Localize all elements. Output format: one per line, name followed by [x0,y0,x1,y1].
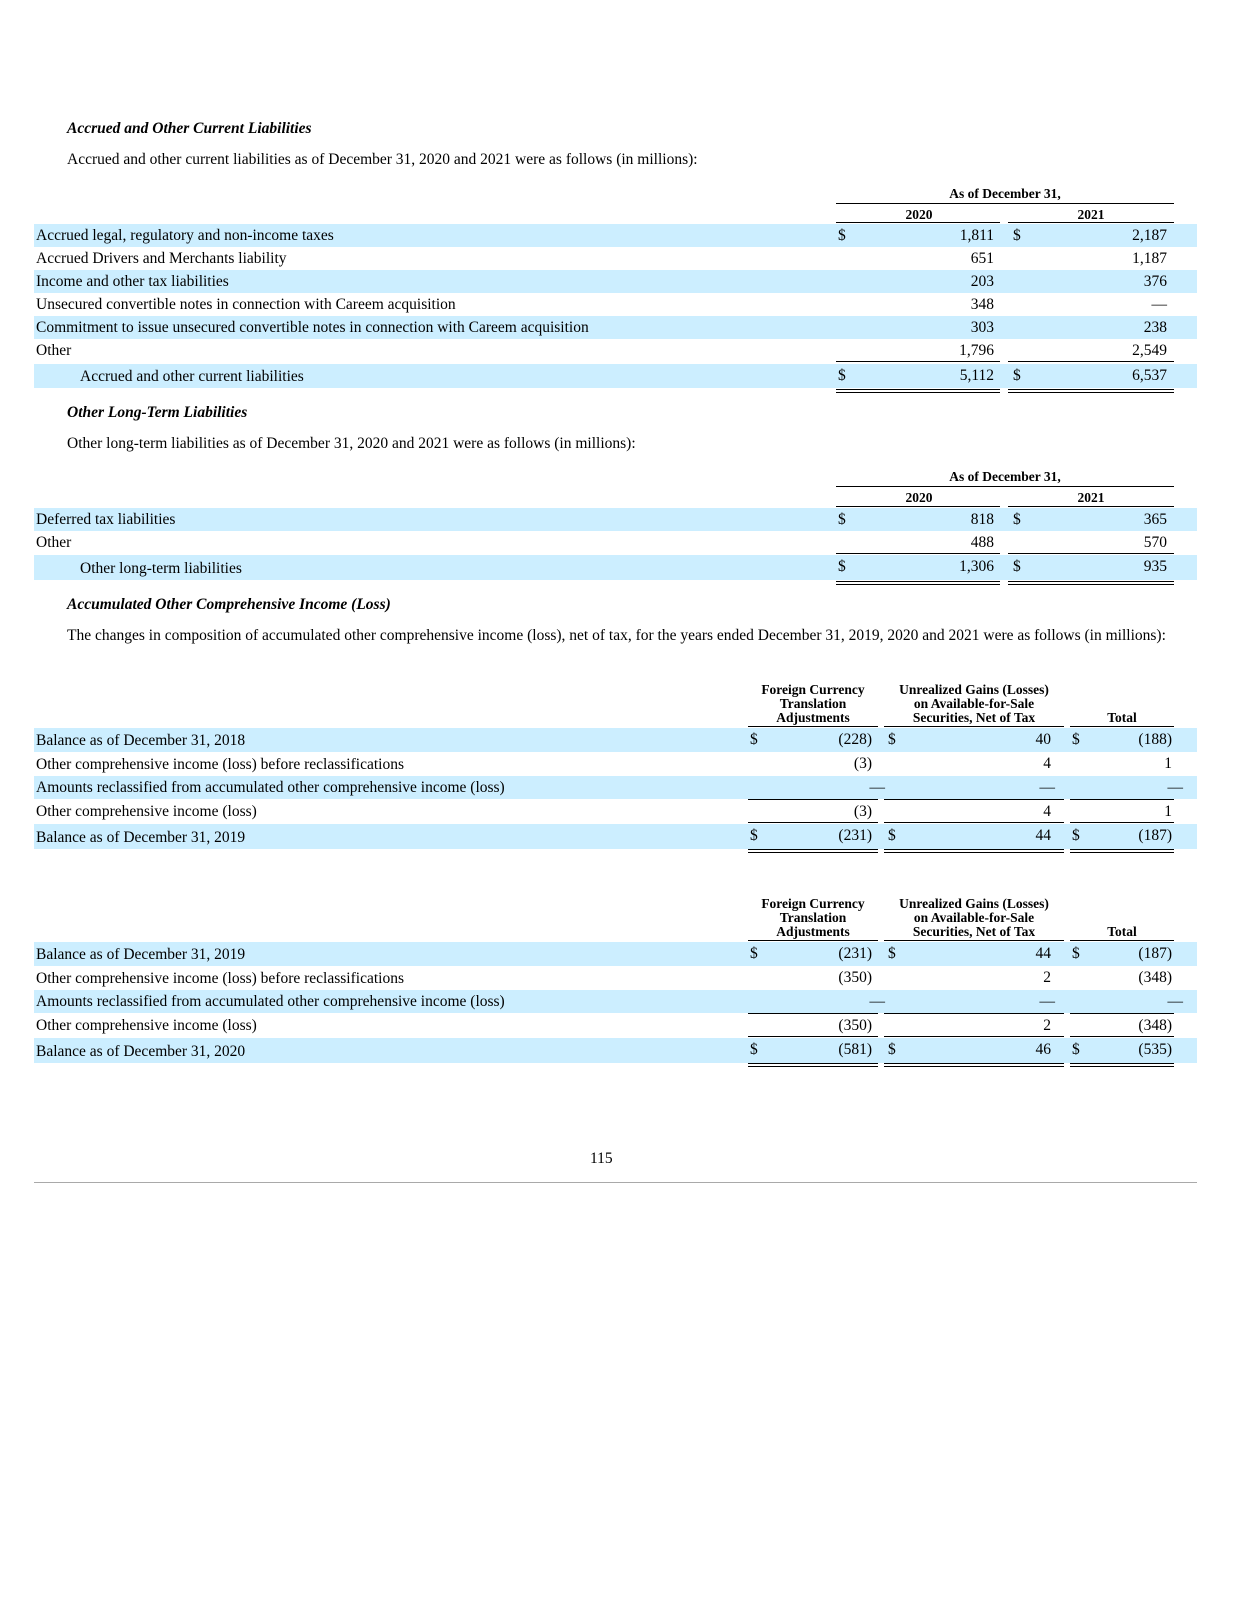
header-line: Adjustments [776,710,850,725]
row-label: Other comprehensive income (loss) [36,803,257,820]
value-foreign-currency: (350) [838,1017,872,1034]
currency-symbol: $ [1013,227,1021,244]
total-double-rule [1008,581,1174,585]
value-unrealized-gains: 44 [1035,945,1051,962]
total-double-rule [884,849,1064,853]
row-label: Other [36,342,72,359]
currency-symbol: $ [838,558,846,575]
value-foreign-currency: (350) [838,969,872,986]
row-label: Other long-term liabilities [80,560,242,577]
table-row [34,752,1197,776]
column-group-header: As of December 31, [949,469,1061,484]
column-header-unrealized-gains [884,683,1064,725]
page-number: 115 [590,1150,613,1167]
column-header-2021: 2021 [1077,490,1105,505]
column-header-total: Total [1107,924,1137,939]
value-total: — [1167,779,1183,796]
value-2021: 2,187 [1132,227,1167,244]
section-intro-accrued-liabilities: Accrued and other current liabilities as of December 31, 2020 and 2021 were as follows (in millions): [67,151,698,168]
value-2021: 376 [1143,273,1167,290]
value-2020: 1,306 [959,558,994,575]
value-2021: 6,537 [1132,367,1167,384]
header-underline-2021 [1008,222,1174,223]
subtotal-rule [1070,822,1174,823]
total-double-rule [836,389,1000,393]
currency-symbol: $ [1013,511,1021,528]
currency-symbol: $ [838,227,846,244]
row-label: Balance as of December 31, 2019 [36,946,246,963]
value-unrealized-gains: 2 [1043,969,1051,986]
value-foreign-currency: (581) [838,1041,872,1058]
column-header-foreign-currency [748,897,878,939]
table-row [34,247,1197,270]
table-row [34,1014,1197,1036]
header-rule [836,486,1174,487]
row-label: Balance as of December 31, 2020 [36,1043,246,1060]
subtotal-rule [748,822,878,823]
currency-symbol: $ [1072,945,1080,962]
value-2020: 488 [970,534,994,551]
row-label: Accrued Drivers and Merchants liability [36,250,287,267]
total-double-rule [1070,1063,1174,1067]
column-group-header: As of December 31, [949,186,1061,201]
value-2020: 818 [970,511,994,528]
value-total: (187) [1138,945,1172,962]
subtotal-rule [1070,1036,1174,1037]
value-total: 1 [1164,755,1172,772]
table-total-row [34,555,1197,580]
header-underline-2020 [836,222,1000,223]
row-label: Deferred tax liabilities [36,511,176,528]
subtotal-rule [1008,361,1174,362]
currency-symbol: $ [750,1041,758,1058]
value-foreign-currency: (3) [853,803,872,820]
row-label: Balance as of December 31, 2018 [36,732,246,749]
header-underline [1070,726,1174,727]
header-rule [836,203,1174,204]
currency-symbol: $ [750,827,758,844]
table-row [34,293,1197,316]
total-double-rule [884,1063,1064,1067]
column-header-unrealized-gains [884,897,1064,939]
header-line: Unrealized Gains (Losses) [899,682,1049,697]
value-unrealized-gains: — [1039,779,1055,796]
section-title-long-term-liabilities: Other Long-Term Liabilities [67,404,248,421]
value-total: (348) [1138,969,1172,986]
value-2021: 2,549 [1132,342,1167,359]
table-row [34,224,1197,247]
value-2021: 570 [1143,534,1167,551]
table-total-row [34,1038,1197,1063]
header-underline [1070,940,1174,941]
row-label: Income and other tax liabilities [36,273,229,290]
column-header-total: Total [1107,710,1137,725]
value-foreign-currency: (231) [838,827,872,844]
header-line: Translation [779,696,847,711]
section-intro-aoci: The changes in composition of accumulated other comprehensive income (loss), net of tax, for the years ended December 31, 2019, 2020 and 2021 were as follows (in millions): [67,627,1166,644]
footer-divider [34,1182,1197,1183]
currency-symbol: $ [888,945,896,962]
section-title-accrued-liabilities: Accrued and Other Current Liabilities [67,120,312,137]
row-label: Amounts reclassified from accumulated other comprehensive income (loss) [36,779,505,796]
header-line: Foreign Currency [761,896,865,911]
value-foreign-currency: (228) [838,731,872,748]
header-line: on Available-for-Sale [913,696,1035,711]
value-2021: 365 [1143,511,1167,528]
currency-symbol: $ [750,945,758,962]
value-2020: 5,112 [959,367,994,384]
currency-symbol: $ [888,731,896,748]
table-row [34,270,1197,293]
header-underline [884,940,1064,941]
section-intro-long-term-liabilities: Other long-term liabilities as of December 31, 2020 and 2021 were as follows (in millions): [67,435,636,452]
table-row [34,942,1197,966]
total-double-rule [748,1063,878,1067]
header-underline [748,940,878,941]
currency-symbol: $ [888,827,896,844]
table-total-row [34,364,1197,388]
row-label: Balance as of December 31, 2019 [36,829,246,846]
value-2021: 1,187 [1132,250,1167,267]
table-row [34,728,1197,752]
value-unrealized-gains: 46 [1035,1041,1051,1058]
subtotal-rule [884,1036,1064,1037]
value-2021: — [1151,296,1167,313]
value-total: 1 [1164,803,1172,820]
header-line: Securities, Net of Tax [912,710,1036,725]
column-header-2020: 2020 [905,490,933,505]
value-2020: 348 [970,296,994,313]
table-total-row [34,824,1197,849]
currency-symbol: $ [888,1041,896,1058]
value-foreign-currency: — [869,779,885,796]
total-double-rule [836,581,1000,585]
row-label: Other comprehensive income (loss) before reclassifications [36,756,404,773]
table-row [34,339,1197,362]
row-label: Accrued and other current liabilities [80,368,304,385]
table-row [34,966,1197,990]
value-unrealized-gains: 4 [1043,755,1051,772]
total-double-rule [1070,849,1174,853]
value-total: (187) [1138,827,1172,844]
row-label: Accrued legal, regulatory and non-income taxes [36,227,334,244]
row-label: Amounts reclassified from accumulated other comprehensive income (loss) [36,993,505,1010]
value-foreign-currency: (3) [853,755,872,772]
currency-symbol: $ [1072,1041,1080,1058]
column-header-2021: 2021 [1077,207,1105,222]
header-line: Unrealized Gains (Losses) [899,896,1049,911]
value-2021: 238 [1143,319,1167,336]
header-line: Adjustments [776,924,850,939]
currency-symbol: $ [1072,731,1080,748]
column-header-foreign-currency [748,683,878,725]
subtotal-rule [836,553,1000,554]
value-total: (348) [1138,1017,1172,1034]
value-unrealized-gains: 44 [1035,827,1051,844]
header-underline-2020 [836,506,1000,507]
table-row [34,316,1197,339]
column-header-2020: 2020 [905,207,933,222]
currency-symbol: $ [1072,827,1080,844]
value-total: (188) [1138,731,1172,748]
row-label: Unsecured convertible notes in connection with Careem acquisition [36,296,456,313]
value-2020: 1,796 [959,342,994,359]
row-label: Commitment to issue unsecured convertible notes in connection with Careem acquisition [36,319,589,336]
header-line: Translation [779,910,847,925]
subtotal-rule [836,361,1000,362]
value-unrealized-gains: 4 [1043,803,1051,820]
value-2020: 203 [970,273,994,290]
row-label: Other comprehensive income (loss) before reclassifications [36,970,404,987]
currency-symbol: $ [1013,367,1021,384]
subtotal-rule [748,1036,878,1037]
currency-symbol: $ [838,367,846,384]
header-underline [884,726,1064,727]
header-line: Securities, Net of Tax [912,924,1036,939]
row-label: Other comprehensive income (loss) [36,1017,257,1034]
value-2020: 303 [970,319,994,336]
currency-symbol: $ [750,731,758,748]
value-2020: 651 [970,250,994,267]
header-line: Foreign Currency [761,682,865,697]
header-line: on Available-for-Sale [913,910,1035,925]
subtotal-rule [884,822,1064,823]
value-total: (535) [1138,1041,1172,1058]
value-unrealized-gains: 2 [1043,1017,1051,1034]
total-double-rule [1008,389,1174,393]
subtotal-rule [1008,553,1174,554]
table-row [34,508,1197,531]
total-double-rule [748,849,878,853]
table-row [34,776,1197,799]
value-unrealized-gains: — [1039,993,1055,1010]
currency-symbol: $ [1013,558,1021,575]
value-2021: 935 [1143,558,1167,575]
header-underline-2021 [1008,506,1174,507]
value-total: — [1167,993,1183,1010]
section-title-aoci: Accumulated Other Comprehensive Income (Loss) [67,596,391,613]
row-label: Other [36,534,72,551]
value-foreign-currency: — [869,993,885,1010]
value-unrealized-gains: 40 [1035,731,1051,748]
currency-symbol: $ [838,511,846,528]
table-row [34,531,1197,554]
table-row [34,800,1197,822]
header-underline [748,726,878,727]
value-foreign-currency: (231) [838,945,872,962]
value-2020: 1,811 [959,227,994,244]
table-row [34,990,1197,1013]
